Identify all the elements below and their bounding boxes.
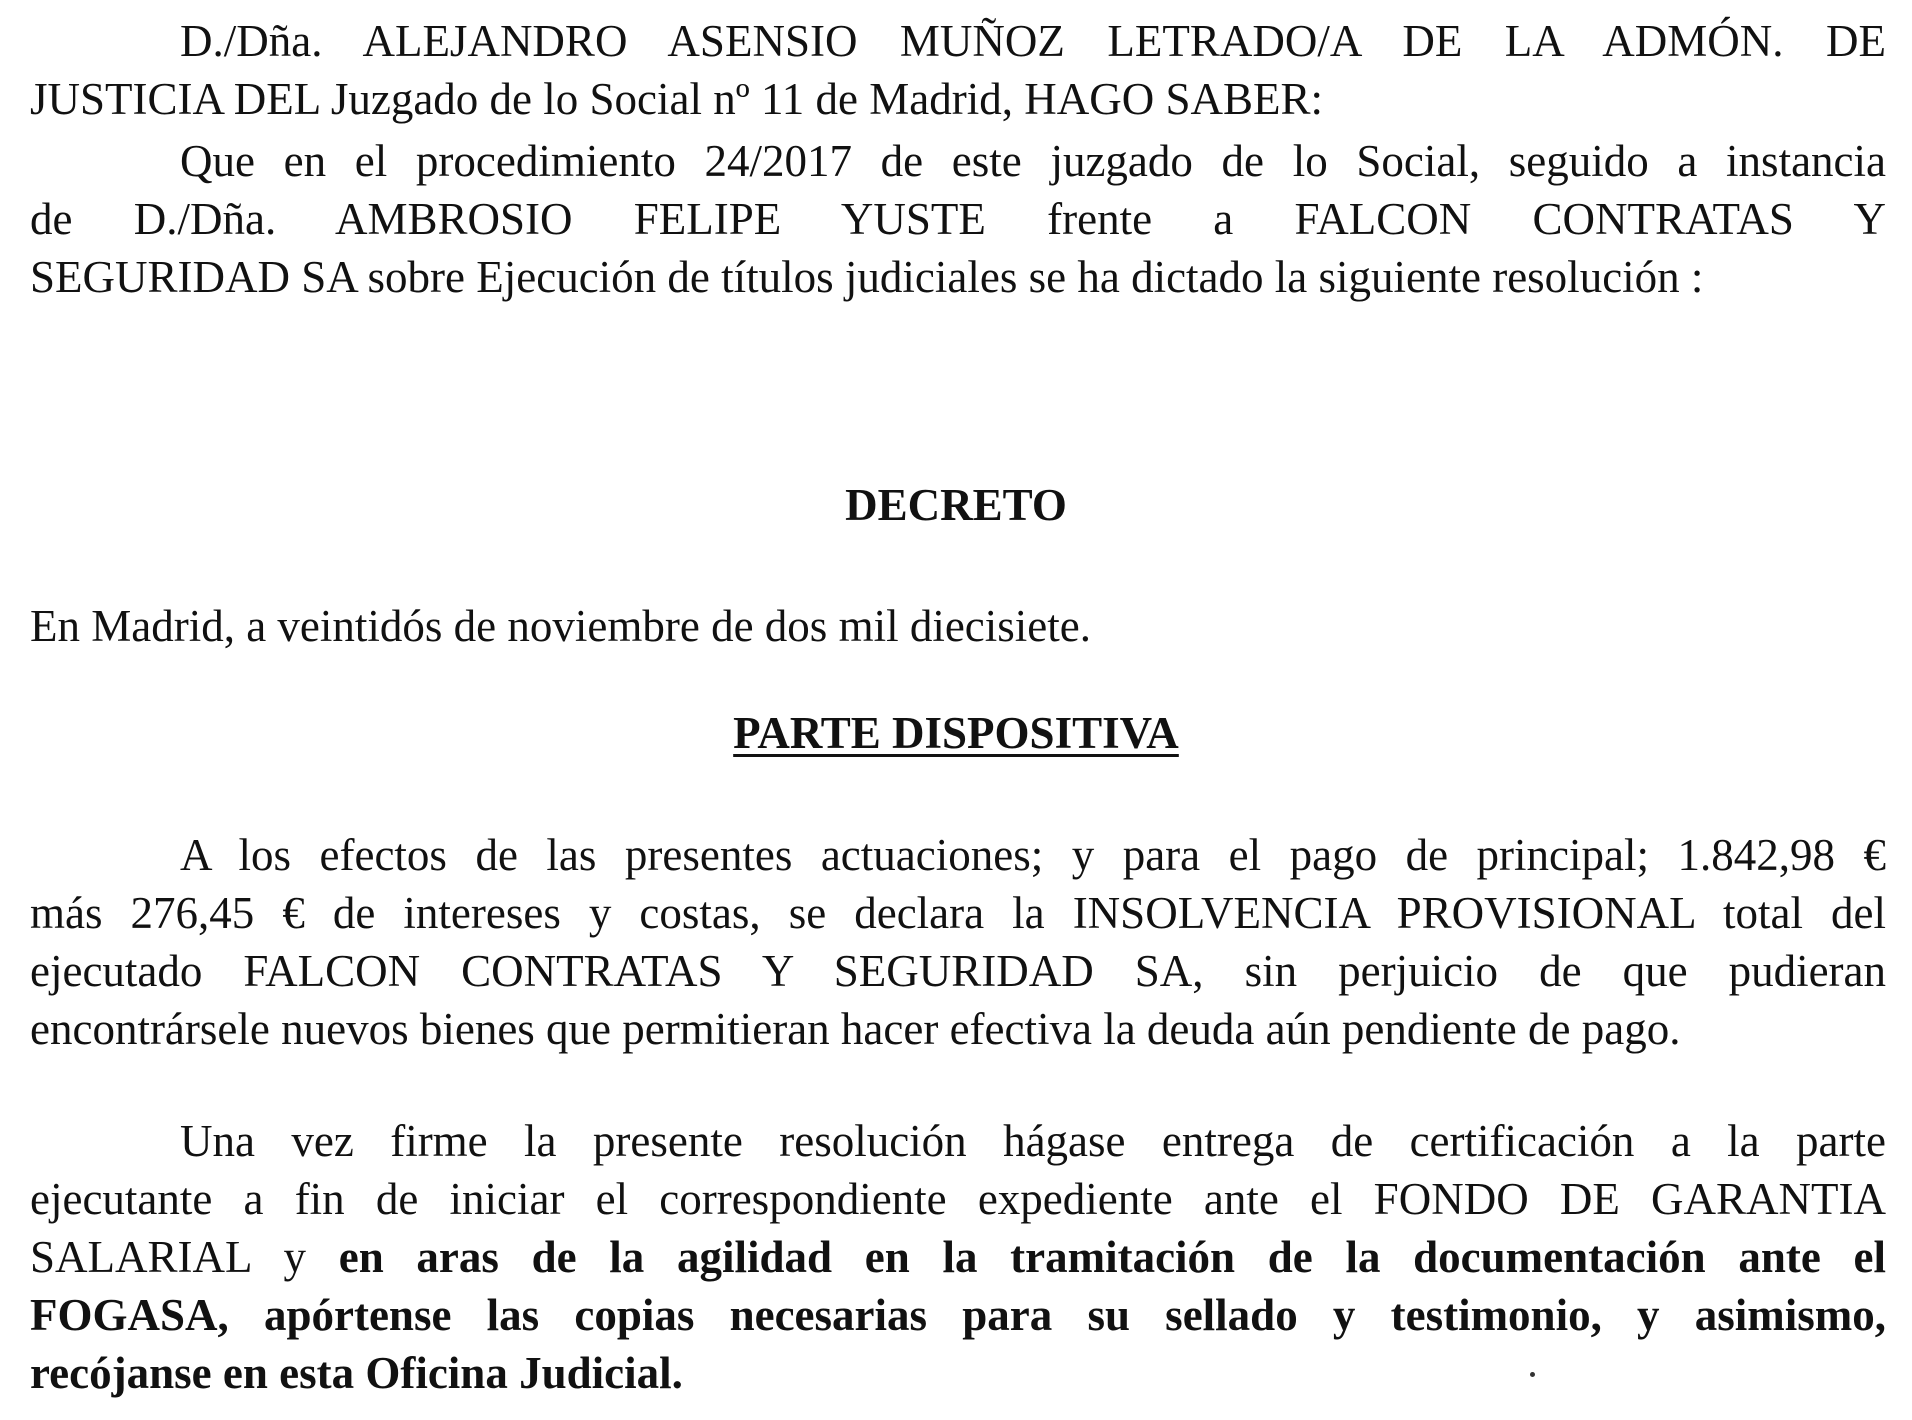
date-paragraph [30, 597, 1886, 655]
intro-line-2: de D./Dña. AMBROSIO FELIPE YUSTE frente a FALCON CONTRATAS Y [30, 194, 1886, 244]
p2-line-1: Una vez firme la presente resolución hágase entrega de certificación a la parte [180, 1116, 1886, 1166]
operative-paragraph-1 [30, 826, 1886, 1058]
scan-speck [1530, 1372, 1535, 1377]
section-title-text: PARTE DISPOSITIVA [733, 708, 1179, 758]
p2-line-3-normal: SALARIAL y [30, 1232, 307, 1282]
p1-line-1: A los efectos de las presentes actuaciones; y para el pago de principal; 1.842,98 € [180, 830, 1886, 880]
header-paragraph [30, 12, 1886, 128]
decree-title: DECRETO [845, 480, 1067, 530]
section-title [0, 704, 1912, 762]
intro-line-1: Que en el procedimiento 24/2017 de este juzgado de lo Social, seguido a instancia [180, 136, 1886, 186]
intro-paragraph [30, 132, 1886, 306]
p2-line-2: ejecutante a fin de iniciar el correspondiente expediente ante el FONDO DE GARANTIA [30, 1174, 1886, 1224]
intro-line-3: SEGURIDAD SA sobre Ejecución de títulos judiciales se ha dictado la siguiente resolución : [30, 252, 1704, 302]
p2-line-5: recójanse en esta Oficina Judicial. [30, 1348, 683, 1398]
p1-line-3: ejecutado FALCON CONTRATAS Y SEGURIDAD SA, sin perjuicio de que pudieran [30, 946, 1886, 996]
p1-line-4: encontrársele nuevos bienes que permitieran hacer efectiva la deuda aún pendiente de pago. [30, 1004, 1681, 1054]
p2-line-3 [30, 1228, 1886, 1286]
header-line-1: D./Dña. ALEJANDRO ASENSIO MUÑOZ LETRADO/A DE LA ADMÓN. DE [180, 16, 1886, 66]
operative-paragraph-2 [30, 1112, 1886, 1402]
date-line: En Madrid, a veintidós de noviembre de dos mil diecisiete. [30, 601, 1091, 651]
p1-line-2: más 276,45 € de intereses y costas, se declara la INSOLVENCIA PROVISIONAL total del [30, 888, 1886, 938]
header-line-2: JUSTICIA DEL Juzgado de lo Social nº 11 de Madrid, HAGO SABER: [30, 74, 1324, 124]
p2-line-4: FOGASA, apórtense las copias necesarias para su sellado y testimonio, y asimismo, [30, 1290, 1886, 1340]
p2-line-3-bold: en aras de la agilidad en la tramitación de la documentación ante el [306, 1232, 1887, 1282]
